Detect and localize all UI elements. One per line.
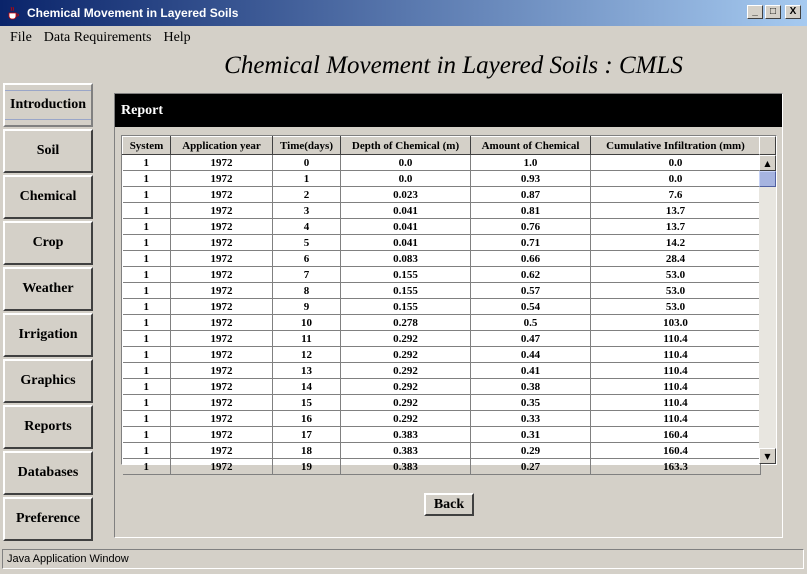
sidebar-databases-button[interactable] xyxy=(3,451,93,495)
report-table xyxy=(121,135,777,473)
table-cell: 9 xyxy=(273,299,341,315)
column-header-time[interactable]: Time(days) xyxy=(273,137,341,155)
table-header-corner xyxy=(759,136,776,155)
title-bar xyxy=(0,0,807,26)
table-cell: 14 xyxy=(273,379,341,395)
table-cell: 0.383 xyxy=(341,427,471,443)
table-cell: 1972 xyxy=(171,379,273,395)
table-cell: 160.4 xyxy=(591,443,761,459)
table-cell: 0.47 xyxy=(471,331,591,347)
sidebar-soil-button[interactable] xyxy=(3,129,93,173)
table-cell: 160.4 xyxy=(591,427,761,443)
table-cell: 1 xyxy=(123,331,171,347)
table-cell: 1 xyxy=(123,155,171,171)
table-cell: 1972 xyxy=(171,267,273,283)
back-button[interactable]: Back xyxy=(424,493,474,516)
table-cell: 10 xyxy=(273,315,341,331)
table-cell: 0.29 xyxy=(471,443,591,459)
table-cell: 0.71 xyxy=(471,235,591,251)
table-row[interactable] xyxy=(123,283,761,299)
close-button[interactable]: X xyxy=(785,5,801,19)
table-cell: 13.7 xyxy=(591,203,761,219)
table-row[interactable] xyxy=(123,235,761,251)
table-cell: 1 xyxy=(273,171,341,187)
table-row[interactable] xyxy=(123,299,761,315)
maximize-button[interactable]: □ xyxy=(765,5,781,19)
table-cell: 1 xyxy=(123,251,171,267)
table-cell: 0.0 xyxy=(591,155,761,171)
table-cell: 0.292 xyxy=(341,363,471,379)
table-cell: 1972 xyxy=(171,459,273,475)
table-row[interactable] xyxy=(123,411,761,427)
table-cell: 1972 xyxy=(171,411,273,427)
table-cell: 1 xyxy=(123,203,171,219)
table-cell: 17 xyxy=(273,427,341,443)
table-cell: 1972 xyxy=(171,219,273,235)
table-row[interactable] xyxy=(123,379,761,395)
table-row[interactable] xyxy=(123,443,761,459)
table-cell: 53.0 xyxy=(591,283,761,299)
table-cell: 1 xyxy=(123,379,171,395)
table-cell: 1972 xyxy=(171,155,273,171)
table-cell: 53.0 xyxy=(591,299,761,315)
table-cell: 0 xyxy=(273,155,341,171)
table-cell: 1972 xyxy=(171,443,273,459)
table-cell: 0.278 xyxy=(341,315,471,331)
table-cell: 0.62 xyxy=(471,267,591,283)
table-cell: 12 xyxy=(273,347,341,363)
menu-help[interactable]: Help xyxy=(163,30,191,45)
sidebar-label: Reports xyxy=(24,419,72,434)
table-cell: 0.41 xyxy=(471,363,591,379)
table-cell: 1 xyxy=(123,267,171,283)
scrollbar-thumb[interactable] xyxy=(759,171,776,187)
table-cell: 1.0 xyxy=(471,155,591,171)
java-cup-icon[interactable] xyxy=(5,5,21,21)
table-cell: 1972 xyxy=(171,427,273,443)
table-row[interactable] xyxy=(123,459,761,475)
table-cell: 0.292 xyxy=(341,411,471,427)
table-cell: 0.155 xyxy=(341,267,471,283)
sidebar-label: Introduction xyxy=(5,90,91,120)
table-row[interactable] xyxy=(123,219,761,235)
sidebar xyxy=(3,83,93,543)
scroll-up-button[interactable]: ▲ xyxy=(759,155,776,171)
table-cell: 0.66 xyxy=(471,251,591,267)
table-row[interactable] xyxy=(123,187,761,203)
menu-bar xyxy=(0,27,807,49)
table-cell: 0.041 xyxy=(341,219,471,235)
sidebar-label: Irrigation xyxy=(18,327,78,342)
table-header-row xyxy=(123,137,761,155)
table-cell: 110.4 xyxy=(591,347,761,363)
table-cell: 7 xyxy=(273,267,341,283)
column-header-amount[interactable]: Amount of Chemical xyxy=(471,137,591,155)
table-cell: 1972 xyxy=(171,331,273,347)
table-cell: 0.27 xyxy=(471,459,591,475)
table-cell: 18 xyxy=(273,443,341,459)
table-cell: 1972 xyxy=(171,235,273,251)
table-cell: 0.31 xyxy=(471,427,591,443)
table-cell: 1 xyxy=(123,315,171,331)
table-cell: 6 xyxy=(273,251,341,267)
table-cell: 1 xyxy=(123,443,171,459)
table-cell: 5 xyxy=(273,235,341,251)
table-cell: 163.3 xyxy=(591,459,761,475)
table-row[interactable] xyxy=(123,363,761,379)
page-title: Chemical Movement in Layered Soils : CMLS xyxy=(224,52,683,79)
table-cell: 1 xyxy=(123,187,171,203)
table-cell: 0.87 xyxy=(471,187,591,203)
sidebar-introduction-button[interactable] xyxy=(3,83,93,127)
table-cell: 3 xyxy=(273,203,341,219)
column-header-application-year[interactable]: Application year xyxy=(171,137,273,155)
table-cell: 0.54 xyxy=(471,299,591,315)
table-cell: 11 xyxy=(273,331,341,347)
table-row[interactable] xyxy=(123,251,761,267)
window-title: Chemical Movement in Layered Soils xyxy=(27,6,239,20)
table-cell: 1972 xyxy=(171,347,273,363)
sidebar-label: Chemical xyxy=(19,189,77,204)
table-cell: 1 xyxy=(123,235,171,251)
table-cell: 1972 xyxy=(171,251,273,267)
table-cell: 1 xyxy=(123,459,171,475)
menu-file[interactable]: File xyxy=(10,30,32,45)
table-cell: 1 xyxy=(123,171,171,187)
table-cell: 0.292 xyxy=(341,347,471,363)
table-cell: 2 xyxy=(273,187,341,203)
table-cell: 0.0 xyxy=(341,171,471,187)
table-cell: 1 xyxy=(123,427,171,443)
table-cell: 14.2 xyxy=(591,235,761,251)
table-cell: 1972 xyxy=(171,203,273,219)
table-row[interactable] xyxy=(123,347,761,363)
table-cell: 0.38 xyxy=(471,379,591,395)
table-cell: 103.0 xyxy=(591,315,761,331)
table-cell: 110.4 xyxy=(591,363,761,379)
table-cell: 1972 xyxy=(171,187,273,203)
table-cell: 19 xyxy=(273,459,341,475)
table-row[interactable] xyxy=(123,395,761,411)
table-cell: 7.6 xyxy=(591,187,761,203)
table-cell: 110.4 xyxy=(591,411,761,427)
table-cell: 53.0 xyxy=(591,267,761,283)
table-cell: 16 xyxy=(273,411,341,427)
table-cell: 1 xyxy=(123,299,171,315)
scroll-down-button[interactable]: ▼ xyxy=(759,448,776,464)
sidebar-label: Weather xyxy=(22,281,74,296)
table-cell: 15 xyxy=(273,395,341,411)
table-cell: 0.155 xyxy=(341,283,471,299)
sidebar-crop-button[interactable] xyxy=(3,221,93,265)
table-cell: 0.93 xyxy=(471,171,591,187)
column-header-system[interactable]: System xyxy=(123,137,171,155)
status-bar: Java Application Window xyxy=(2,549,804,569)
table-cell: 1 xyxy=(123,363,171,379)
table-cell: 0.292 xyxy=(341,379,471,395)
table-cell: 1 xyxy=(123,347,171,363)
table-cell: 1972 xyxy=(171,283,273,299)
table-row[interactable] xyxy=(123,155,761,171)
column-header-cumulative-infiltration[interactable]: Cumulative Infiltration (mm) xyxy=(591,137,761,155)
table-row[interactable] xyxy=(123,267,761,283)
page-heading xyxy=(0,52,807,80)
vertical-scrollbar[interactable] xyxy=(759,155,776,464)
sidebar-preference-button[interactable] xyxy=(3,497,93,541)
table-cell: 110.4 xyxy=(591,331,761,347)
column-header-depth[interactable]: Depth of Chemical (m) xyxy=(341,137,471,155)
report-panel xyxy=(114,93,783,538)
sidebar-label: Databases xyxy=(17,465,79,480)
table-cell: 1 xyxy=(123,395,171,411)
table-cell: 1 xyxy=(123,411,171,427)
table-cell: 110.4 xyxy=(591,379,761,395)
table-cell: 13.7 xyxy=(591,219,761,235)
table-cell: 0.155 xyxy=(341,299,471,315)
sidebar-weather-button[interactable] xyxy=(3,267,93,311)
table-cell: 8 xyxy=(273,283,341,299)
minimize-button[interactable]: _ xyxy=(747,5,763,19)
table-cell: 0.0 xyxy=(341,155,471,171)
report-table-body xyxy=(123,155,761,475)
table-cell: 0.041 xyxy=(341,203,471,219)
table-cell: 0.383 xyxy=(341,459,471,475)
table-cell: 0.0 xyxy=(591,171,761,187)
table-cell: 1 xyxy=(123,219,171,235)
table-cell: 1 xyxy=(123,283,171,299)
table-row[interactable] xyxy=(123,315,761,331)
sidebar-label: Crop xyxy=(32,235,64,250)
table-row[interactable] xyxy=(123,203,761,219)
table-cell: 0.33 xyxy=(471,411,591,427)
sidebar-label: Preference xyxy=(16,511,80,526)
sidebar-label: Soil xyxy=(36,143,60,158)
table-row[interactable] xyxy=(123,331,761,347)
table-cell: 0.041 xyxy=(341,235,471,251)
sidebar-label: Graphics xyxy=(20,373,76,388)
table-cell: 0.383 xyxy=(341,443,471,459)
table-cell: 0.292 xyxy=(341,331,471,347)
table-cell: 1972 xyxy=(171,299,273,315)
table-cell: 0.44 xyxy=(471,347,591,363)
sidebar-chemical-button[interactable] xyxy=(3,175,93,219)
table-cell: 28.4 xyxy=(591,251,761,267)
table-cell: 1972 xyxy=(171,315,273,331)
table-cell: 110.4 xyxy=(591,395,761,411)
sidebar-irrigation-button[interactable] xyxy=(3,313,93,357)
table-cell: 0.5 xyxy=(471,315,591,331)
table-cell: 0.083 xyxy=(341,251,471,267)
table-cell: 1972 xyxy=(171,363,273,379)
table-cell: 0.292 xyxy=(341,395,471,411)
table-cell: 1972 xyxy=(171,171,273,187)
table-cell: 1972 xyxy=(171,395,273,411)
report-title: Report xyxy=(115,94,782,127)
table-cell: 0.57 xyxy=(471,283,591,299)
table-cell: 0.81 xyxy=(471,203,591,219)
table-cell: 0.023 xyxy=(341,187,471,203)
sidebar-reports-button[interactable] xyxy=(3,405,93,449)
table-cell: 0.76 xyxy=(471,219,591,235)
sidebar-graphics-button[interactable] xyxy=(3,359,93,403)
table-row[interactable] xyxy=(123,427,761,443)
table-cell: 0.35 xyxy=(471,395,591,411)
menu-data-requirements[interactable]: Data Requirements xyxy=(43,30,152,45)
table-cell: 4 xyxy=(273,219,341,235)
table-cell: 13 xyxy=(273,363,341,379)
table-row[interactable] xyxy=(123,171,761,187)
